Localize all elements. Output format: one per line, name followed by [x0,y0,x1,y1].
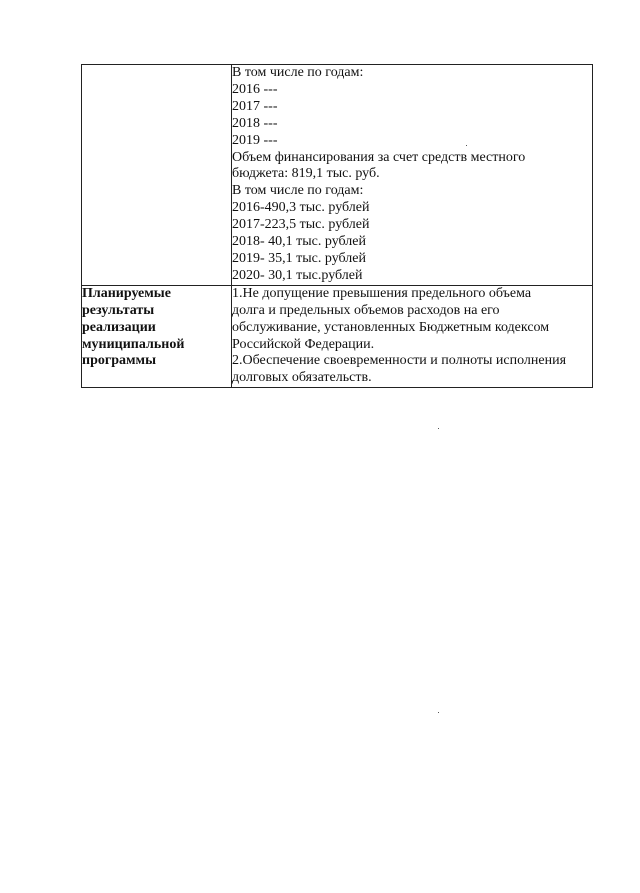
result-line: долговых обязательств. [232,370,372,386]
row-label-cell [82,65,232,286]
scan-speck [438,712,439,713]
row-label-cell [82,285,232,387]
program-passport-table [81,64,593,388]
financing-line: 2020- 30,1 тыс.рублей [232,267,363,283]
result-line: 1.Не допущение превышения предельного объема [232,285,532,301]
financing-line: В том числе по годам: [232,183,364,199]
result-line: долга и предельных объемов расходов на его [232,302,500,318]
financing-line: 2019 --- [232,132,278,148]
row-label-line: реализации [82,319,156,335]
financing-line: 2018- 40,1 тыс. рублей [232,234,366,250]
financing-line: В том числе по годам: [232,65,364,80]
table-row [82,65,593,286]
row-label-line: Планируемые [82,285,171,301]
financing-line: 2017 --- [232,98,278,114]
financing-line: 2019- 35,1 тыс. рублей [232,250,366,266]
expected-results-cell [232,285,593,387]
row-label-line: результаты [82,302,155,318]
financing-line: Объем финансирования за счет средств местного [232,149,526,165]
financing-line: 2016 --- [232,81,278,97]
row-label-line: муниципальной [82,336,185,352]
financing-line: бюджета: 819,1 тыс. руб. [232,166,380,182]
result-line: обслуживание, установленных Бюджетным кодексом [232,319,550,335]
financing-details-cell [232,65,593,286]
result-line: Российской Федерации. [232,336,375,352]
table-row [82,285,593,387]
result-line: 2.Обеспечение своевременности и полноты исполнения [232,353,567,369]
row-label-line: программы [82,353,156,369]
financing-line: 2017-223,5 тыс. рублей [232,217,370,233]
scan-speck [438,428,439,429]
financing-line: 2016-490,3 тыс. рублей [232,200,370,216]
financing-line: 2018 --- [232,115,278,131]
scan-speck [466,145,467,146]
